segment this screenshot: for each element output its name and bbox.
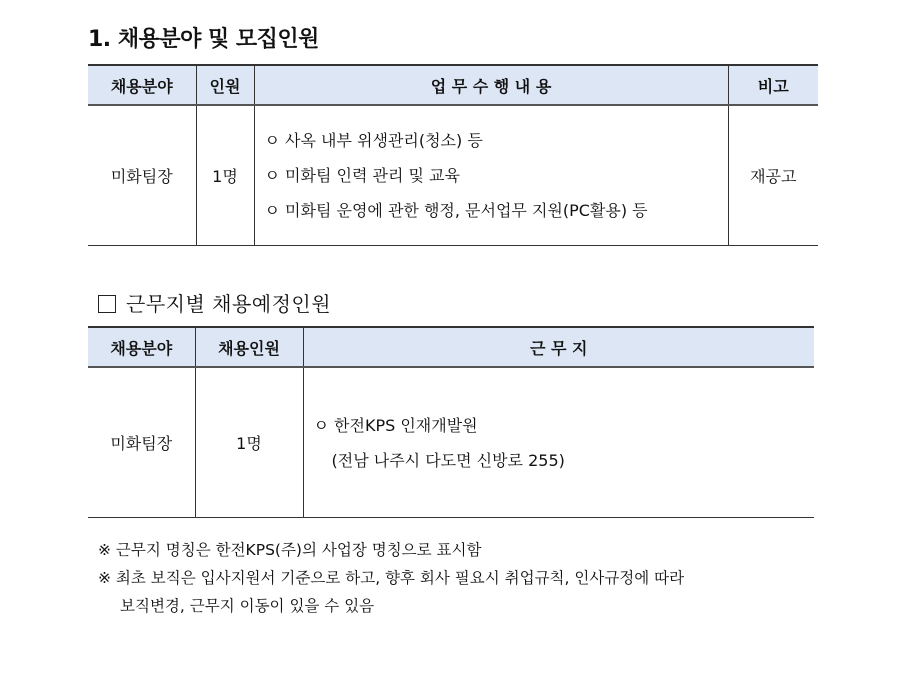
header-duties: 업 무 수 행 내 용 — [254, 65, 728, 105]
location-address: (전남 나주시 다도면 신방로 255) — [331, 451, 565, 470]
duty-item: ㅇ 사옥 내부 위생관리(청소) 등 — [264, 130, 483, 150]
footnote-continuation: 보직변경, 근무지 이동이 있을 수 있음 — [120, 597, 375, 615]
location-name: ㅇ 한전KPS 인재개발원 — [313, 416, 478, 435]
header-note: 비고 — [728, 65, 818, 105]
header-location: 근 무 지 — [303, 327, 814, 367]
cell-field: 미화팀장 — [88, 367, 195, 517]
cell-duties — [254, 105, 728, 245]
duty-item: ㅇ 미화팀 운영에 관한 행정, 문서업무 지원(PC활용) 등 — [264, 200, 648, 220]
footnote: ※ 근무지 명칭은 한전KPS(주)의 사업장 명칭으로 표시함 — [98, 541, 482, 559]
header-count: 인원 — [196, 65, 254, 105]
cell-count: 1명 — [195, 367, 303, 517]
recruitment-table-header — [88, 65, 818, 105]
section1-title: 1. 채용분야 및 모집인원 — [88, 27, 319, 52]
cell-note: 재공고 — [728, 105, 818, 245]
header-count: 채용인원 — [195, 327, 303, 367]
checkbox-square-icon — [98, 295, 116, 313]
table-row — [88, 105, 818, 245]
cell-count: 1명 — [196, 105, 254, 245]
table-row — [88, 367, 814, 517]
section2-title-text: 근무지별 채용예정인원 — [126, 292, 332, 316]
cell-location — [303, 367, 814, 517]
cell-field: 미화팀장 — [88, 105, 196, 245]
section2-title — [98, 288, 331, 317]
footnotes — [98, 536, 684, 620]
workplace-table — [88, 326, 814, 518]
recruitment-table — [88, 64, 818, 246]
duty-item: ㅇ 미화팀 인력 관리 및 교육 — [264, 165, 460, 185]
header-field: 채용분야 — [88, 327, 195, 367]
workplace-table-header — [88, 327, 814, 367]
header-field: 채용분야 — [88, 65, 196, 105]
footnote: ※ 최초 보직은 입사지원서 기준으로 하고, 향후 회사 필요시 취업규칙, 인사규정에 따라 — [98, 569, 685, 587]
